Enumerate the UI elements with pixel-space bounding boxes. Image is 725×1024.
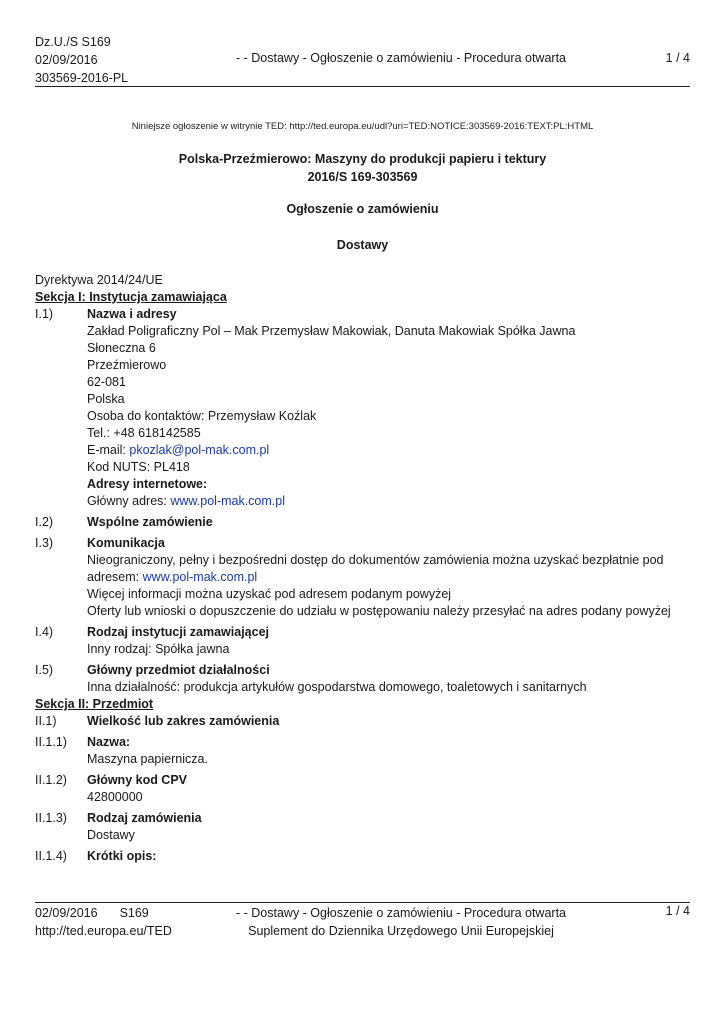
item-label: Wspólne zamówienie xyxy=(87,515,213,529)
item-i5 xyxy=(35,662,695,696)
item-i3 xyxy=(35,535,695,620)
item-ii11 xyxy=(35,734,695,768)
notice-type: Ogłoszenie o zamówieniu xyxy=(286,202,439,216)
main-address-row xyxy=(87,493,695,510)
item-number: I.4) xyxy=(35,625,54,639)
item-ii12 xyxy=(35,772,695,806)
item-ii14 xyxy=(35,848,695,865)
org-street: Słoneczna 6 xyxy=(87,341,156,355)
item-value: 42800000 xyxy=(87,790,143,804)
item-i4 xyxy=(35,624,695,658)
item-label: Wielkość lub zakres zamówienia xyxy=(87,714,280,728)
item-ii1 xyxy=(35,713,695,730)
item-ii13 xyxy=(35,810,695,844)
item-number: II.1.2) xyxy=(35,773,67,787)
notice-number: 2016/S 169-303569 xyxy=(307,170,418,184)
header-page-number: 1 / 4 xyxy=(665,51,690,65)
item-value: Inna działalność: produkcja artykułów gospodarstwa domowego, toaletowych i sanitarnych xyxy=(87,680,587,694)
footer-title: - - Dostawy - Ogłoszenie o zamówieniu - Procedura otwarta xyxy=(236,906,566,920)
item-label: Rodzaj zamówienia xyxy=(87,811,202,825)
item-number: II.1.1) xyxy=(35,735,67,749)
web-addresses-label: Adresy internetowe: xyxy=(87,477,208,491)
header-rule xyxy=(35,86,690,87)
main-address-link[interactable]: www.pol-mak.com.pl xyxy=(170,494,285,508)
footer-center xyxy=(236,904,566,940)
org-city: Przeźmierowo xyxy=(87,358,167,372)
item-value: Inny rodzaj: Spółka jawna xyxy=(87,642,230,656)
footer-supplement: Suplement do Dziennika Urzędowego Unii Europejskiej xyxy=(248,924,554,938)
footer-page-number: 1 / 4 xyxy=(665,904,690,918)
org-country: Polska xyxy=(87,392,125,406)
org-name: Zakład Poligraficzny Pol – Mak Przemysław Makowiak, Danuta Makowiak Spółka Jawna xyxy=(87,324,576,338)
item-number: I.5) xyxy=(35,663,54,677)
item-i2 xyxy=(35,514,695,531)
communication-text-3: Więcej informacji można uzyskać pod adresem podanym powyżej xyxy=(87,587,452,601)
item-number: II.1.4) xyxy=(35,849,67,863)
header-meta xyxy=(35,33,128,87)
item-number: I.2) xyxy=(35,515,54,529)
ted-notice: Niniejsze ogłoszenie w witrynie TED: http://ted.europa.eu/udl?uri=TED:NOTICE:303569-2016:TEXT:PL:HTML xyxy=(131,121,594,132)
item-label: Nazwa i adresy xyxy=(87,307,177,321)
org-phone: Tel.: +48 618142585 xyxy=(87,426,201,440)
directive: Dyrektywa 2014/24/UE xyxy=(35,273,163,287)
item-label: Nazwa: xyxy=(87,735,131,749)
email-link[interactable]: pkozlak@pol-mak.com.pl xyxy=(129,443,270,457)
footer-meta xyxy=(35,904,172,940)
item-number: II.1) xyxy=(35,714,57,728)
communication-text-1: Nieograniczony, pełny i bezpośredni dostęp do dokumentów zamówienia można uzyskać bezpłatnie pod xyxy=(87,553,664,567)
header-doc-id: 303569-2016-PL xyxy=(35,71,129,85)
item-label: Komunikacja xyxy=(87,536,165,550)
item-value: Dostawy xyxy=(87,828,135,842)
communication-text-4: Oferty lub wnioski o dopuszczenie do udziału w postępowaniu należy przesyłać na adres podany powyżej xyxy=(87,604,671,618)
main-address-label: Główny adres: xyxy=(87,494,171,508)
notice-title: Polska-Przeźmierowo: Maszyny do produkcji papieru i tektury xyxy=(178,152,547,166)
email-label: E-mail: xyxy=(87,443,130,457)
header-ref: Dz.U./S S169 xyxy=(35,35,111,49)
item-label: Główny kod CPV xyxy=(87,773,188,787)
communication-address-row xyxy=(87,569,695,586)
section-1-heading: Sekcja I: Instytucja zamawiająca xyxy=(35,290,227,304)
org-nuts: Kod NUTS: PL418 xyxy=(87,460,190,474)
item-number: I.1) xyxy=(35,307,54,321)
footer-ref: S169 xyxy=(119,906,149,920)
item-number: II.1.3) xyxy=(35,811,67,825)
header-date: 02/09/2016 xyxy=(35,53,98,67)
item-value: Maszyna papiernicza. xyxy=(87,752,208,766)
section-2-heading: Sekcja II: Przedmiot xyxy=(35,697,154,711)
notice-category: Dostawy xyxy=(336,238,389,252)
org-email-row xyxy=(87,442,695,459)
address-prefix: adresem: xyxy=(87,570,143,584)
header-title: - - Dostawy - Ogłoszenie o zamówieniu - Procedura otwarta xyxy=(236,51,566,65)
footer-date: 02/09/2016 xyxy=(35,906,98,920)
footer-url: http://ted.europa.eu/TED xyxy=(35,924,172,938)
org-postcode: 62-081 xyxy=(87,375,126,389)
org-contact: Osoba do kontaktów: Przemysław Koźlak xyxy=(87,409,317,423)
notice-body xyxy=(35,272,695,865)
item-number: I.3) xyxy=(35,536,54,550)
documents-link[interactable]: www.pol-mak.com.pl xyxy=(142,570,258,584)
item-label: Rodzaj instytucji zamawiającej xyxy=(87,625,270,639)
item-label: Główny przedmiot działalności xyxy=(87,663,270,677)
footer-rule xyxy=(35,902,690,903)
item-label: Krótki opis: xyxy=(87,849,157,863)
item-i1 xyxy=(35,306,695,510)
